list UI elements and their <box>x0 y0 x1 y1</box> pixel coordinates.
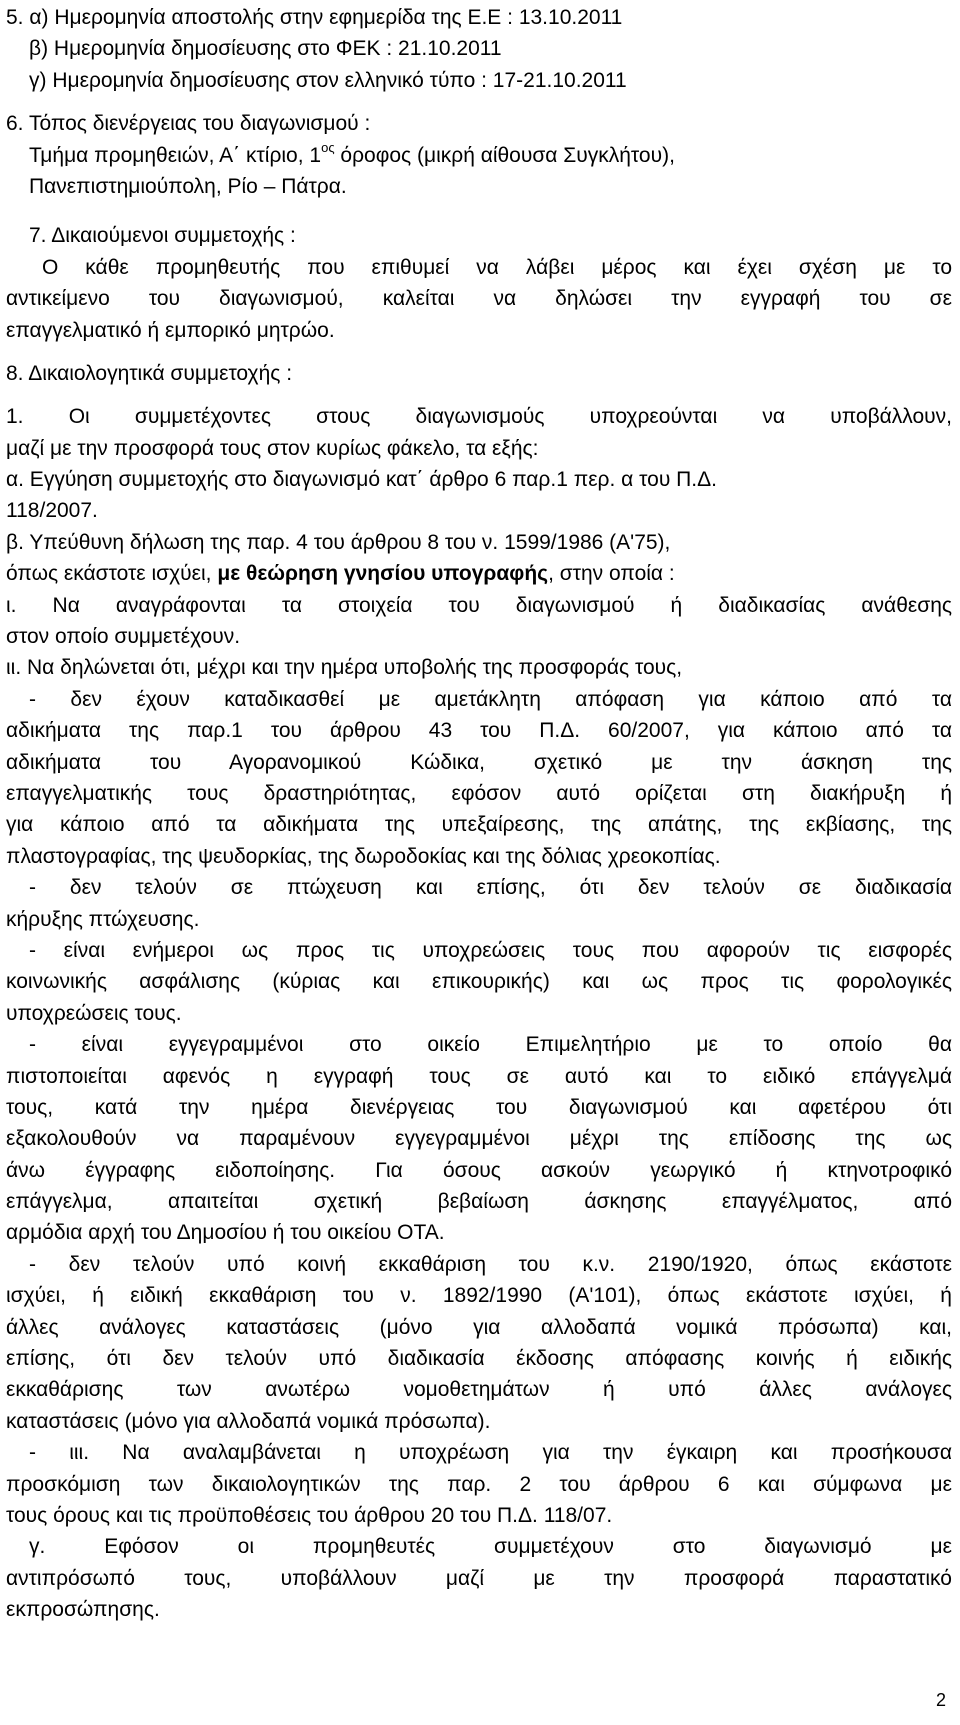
para-g-line-2: αντιπρόσωπό τους, υποβάλλουν μαζί με την προσφορά παραστατικό <box>6 1566 952 1590</box>
para-iii-line-2: προσκόμιση των δικαιολογητικών της παρ. 2 του άρθρου 6 και σύμφωνα με <box>6 1472 952 1496</box>
para-iii-line-3: τους όρους και τις προϋποθέσεις του άρθρου 20 του Π.Δ. 118/07. <box>6 1503 613 1527</box>
ordinal-superscript: ος <box>321 139 335 155</box>
dash-1-line-3: αδικήματα του Αγορανομικού Κώδικα, σχετικό με την άσκηση της <box>6 750 952 774</box>
item-6-line-2: Πανεπιστημιούπολη, Ρίο – Πάτρα. <box>29 174 347 198</box>
dash-5-line-2: ισχύει, ή ειδική εκκαθάριση του ν. 1892/1990 (Α'101), όπως εκάστοτε ισχύει, ή <box>6 1284 952 1308</box>
para-ii-line-1: ιι. Να δηλώνεται ότι, μέχρι και την ημέρα υποβολής της προσφοράς τους, <box>6 656 683 680</box>
para-b-line-2: όπως εκάστοτε ισχύει, με θεώρηση γνησίου υπογραφής, στην οποία : <box>6 562 675 586</box>
item-7-line-2: αντικείμενο του διαγωνισμού, καλείται να δηλώσει την εγγραφή του σε <box>6 287 952 311</box>
dash-5-line-5: εκκαθάρισης των ανωτέρω νομοθετημάτων ή υπό άλλες ανάλογες <box>6 1378 952 1402</box>
dash-4-line-4: εξακολουθούν να παραμένουν εγγεγραμμένοι μέχρι της επίδοσης της ως <box>6 1127 952 1151</box>
bold-signature-note: με θεώρηση γνησίου υπογραφής <box>217 562 549 586</box>
para-a-line-1: α. Εγγύηση συμμετοχής στο διαγωνισμό κατ΄ άρθρο 6 παρ.1 περ. α του Π.Δ. <box>6 468 718 492</box>
dash-4-line-1: - είναι εγγεγραμμένοι στο οικείο Επιμελητήριο με το οποίο θα <box>29 1033 952 1057</box>
para-1-line-2: μαζί με την προσφορά τους στον κυρίως φάκελο, τα εξής: <box>6 436 539 460</box>
dash-4-line-6: επάγγελμα, απαιτείται σχετική βεβαίωση άσκησης επαγγέλματος, από <box>6 1190 952 1214</box>
item-5c: γ) Ημερομηνία δημοσίευσης στον ελληνικό τύπο : 17-21.10.2011 <box>29 68 627 92</box>
item-5b: β) Ημερομηνία δημοσίευσης στο ΦΕΚ : 21.10.2011 <box>29 37 502 61</box>
dash-5-line-4: επίσης, ότι δεν τελούν υπό διαδικασία έκδοσης απόφασης κοινής ή ειδικής <box>6 1347 952 1371</box>
item-7-line-1: Ο κάθε προμηθευτής που επιθυμεί να λάβει μέρος και έχει σχέση με το <box>42 255 952 279</box>
dash-4-line-7: αρμόδια αρχή του Δημοσίου ή του οικείου ΟΤΑ. <box>6 1221 445 1245</box>
dash-1-line-5: για κάποιο από τα αδικήματα της υπεξαίρεσης, της απάτης, της εκβίασης, της <box>6 813 952 837</box>
dash-1-line-6: πλαστογραφίας, της ψευδορκίας, της δωροδοκίας και της δόλιας χρεοκοπίας. <box>6 844 721 868</box>
para-i-line-2: στον οποίο συμμετέχουν. <box>6 625 241 649</box>
item-5a: 5. α) Ημερομηνία αποστολής στην εφημερίδα της Ε.Ε : 13.10.2011 <box>6 6 623 29</box>
para-g-line-3: εκπροσώπησης. <box>6 1598 160 1622</box>
dash-2-line-1: - δεν τελούν σε πτώχευση και επίσης, ότι δεν τελούν σε διαδικασία <box>29 876 952 900</box>
item-7-heading: 7. Δικαιούμενοι συμμετοχής : <box>29 224 296 248</box>
dash-5-line-3: άλλες ανάλογες καταστάσεις (μόνο για αλλοδαπά νομικά πρόσωπα) και, <box>6 1315 952 1339</box>
document-page <box>6 2 952 1626</box>
dash-5-line-1: - δεν τελούν υπό κοινή εκκαθάριση του κ.ν. 2190/1920, όπως εκάστοτε <box>29 1252 952 1276</box>
para-g-line-1: γ. Εφόσον οι προμηθευτές συμμετέχουν στο διαγωνισμό με <box>29 1535 952 1559</box>
para-i-line-1: ι. Να αναγράφονται τα στοιχεία του διαγωνισμού ή διαδικασίας ανάθεσης <box>6 593 952 617</box>
dash-1-line-4: επαγγελματικής τους δραστηριότητας, εφόσον αυτό ορίζεται στη διακήρυξη ή <box>6 781 952 805</box>
dash-3-line-1: - είναι ενήμεροι ως προς τις υποχρεώσεις τους που αφορούν τις εισφορές <box>29 938 952 962</box>
dash-4-line-2: πιστοποιείται αφενός η εγγραφή τους σε αυτό και το ειδικό επάγγελμά <box>6 1064 952 1088</box>
dash-4-line-5: άνω έγγραφης ειδοποίησης. Για όσους ασκούν γεωργικό ή κτηνοτροφικό <box>6 1158 952 1182</box>
dash-2-line-2: κήρυξης πτώχευσης. <box>6 907 200 931</box>
dash-4-line-3: τους, κατά την ημέρα διενέργειας του διαγωνισμού και αφετέρου ότι <box>6 1095 952 1119</box>
dash-5-line-6: καταστάσεις (μόνο για αλλοδαπά νομικά πρόσωπα). <box>6 1409 491 1433</box>
item-8-heading: 8. Δικαιολογητικά συμμετοχής : <box>6 361 293 385</box>
para-a-line-2: 118/2007. <box>6 499 98 523</box>
item-6-heading: 6. Τόπος διενέργειας του διαγωνισμού : <box>6 112 371 136</box>
dash-3-line-3: υποχρεώσεις τους. <box>6 1001 182 1025</box>
item-6-line-1: Τμήμα προμηθειών, Α΄ κτίριο, $1^{o\varsigma}$ όροφος (μικρή αίθουσα Συγκλήτου), <box>29 139 675 167</box>
page-number: 2 <box>935 1690 946 1710</box>
dash-3-line-2: κοινωνικής ασφάλισης (κύριας και επικουρικής) και ως προς τις φορολογικές <box>6 970 952 994</box>
dash-1-line-1: - δεν έχουν καταδικασθεί με αμετάκλητη απόφαση για κάποιο από τα <box>29 687 952 711</box>
item-7-line-3: επαγγελματικό ή εμπορικό μητρώο. <box>6 318 335 342</box>
para-b-line-1: β. Υπεύθυνη δήλωση της παρ. 4 του άρθρου 8 του ν. 1599/1986 (Α'75), <box>6 530 671 554</box>
para-1-line-1: 1. Οι συμμετέχοντες στους διαγωνισμούς υποχρεούνται να υποβάλλουν, <box>6 405 952 429</box>
para-iii-line-1: - ιιι. Να αναλαμβάνεται η υποχρέωση για την έγκαιρη και προσήκουσα <box>29 1441 952 1465</box>
dash-1-line-2: αδικήματα της παρ.1 του άρθρου 43 του Π.Δ. 60/2007, για κάποιο από τα <box>6 719 952 743</box>
